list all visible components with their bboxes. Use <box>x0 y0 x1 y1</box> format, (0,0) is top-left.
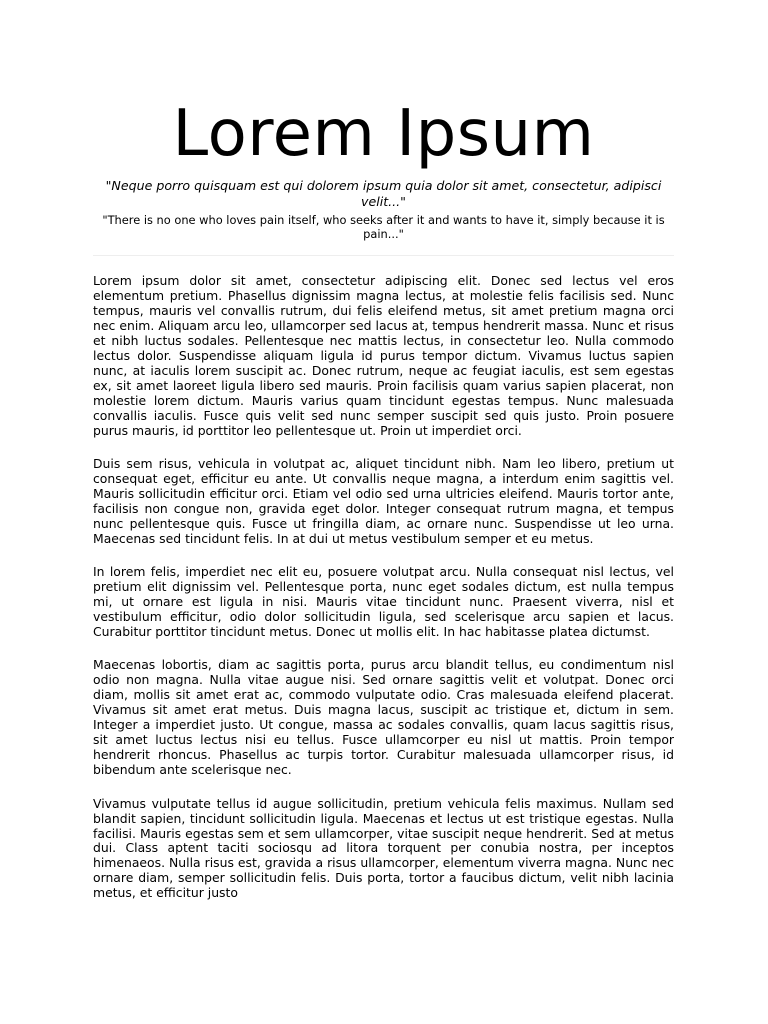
latin-quote: "Neque porro quisquam est qui dolorem ipsum quia dolor sit amet, consectetur, adipisci velit..." <box>105 178 662 209</box>
document-page <box>93 96 674 920</box>
paragraph-5: Vivamus vulputate tellus id augue sollicitudin, pretium vehicula felis maximus. Nullam sed blandit sapien, tincidunt sollicitudin ligula. Maecenas et lectus ut est tristique egestas. Nulla facilisi. Mauris egestas sem et sem ullamcorper, vitae suscipit neque hendrerit. Sed at metus dui. Class aptent taciti sociosqu ad litora torquent per conubia nostra, per inceptos himenaeos. Nulla risus est, gravida a risus ullamcorper, elementum viverra magna. Nunc nec ornare diam, semper sollicitudin felis. Duis porta, tortor a faucibus dictum, velit nibh lacinia metus, et efficitur justo <box>93 795 674 901</box>
body-text <box>93 274 674 901</box>
paragraph-1: Lorem ipsum dolor sit amet, consectetur adipiscing elit. Donec sed lectus vel eros elementum pretium. Phasellus dignissim magna lectus, at molestie felis facilisis sed. Nunc tempus, mauris vel convallis rutrum, dui felis eleifend metus, sit amet pretium magna orci nec enim. Aliquam arcu leo, ullamcorper sed lacus at, tempus hendrerit massa. Nunc et risus et nibh luctus sodales. Pellentesque nec mattis lectus, in consectetur leo. Nulla commodo lectus dolor. Suspendisse aliquam ligula id purus tempor dictum. Vivamus luctus sapien nunc, at iaculis lorem suscipit ac. Donec rutrum, neque ac feugiat iaculis, est sem egestas ex, sit amet laoreet ligula libero sed mauris. Proin facilisis quam varius sapien placerat, non molestie lorem dictum. Mauris varius quam tincidunt egestas tempus. Nunc malesuada convallis iaculis. Fusce quis velit sed nunc semper suscipit sed quis justo. Proin posuere purus mauris, id porttitor leo pellentesque ut. Proin ut imperdiet orci. <box>93 273 674 438</box>
paragraph-3: In lorem felis, imperdiet nec elit eu, posuere volutpat arcu. Nulla consequat nisl lectus, vel pretium elit dignissim vel. Pellentesque porta, nunc eget sodales dictum, est nulla tempus mi, ut ornare est ligula in nisi. Mauris vitae tincidunt nunc. Praesent viverra, nisl et vestibulum efficitur, odio dolor sollicitudin ligula, sed scelerisque arcu sapien et lacus. Curabitur porttitor tincidunt metus. Donec ut mollis elit. In hac habitasse platea dictumst. <box>93 564 674 640</box>
english-quote: "There is no one who loves pain itself, who seeks after it and wants to have it, simply because it is pain..." <box>102 213 665 241</box>
paragraph-4: Maecenas lobortis, diam ac sagittis porta, purus arcu blandit tellus, eu condimentum nisl odio non magna. Nulla vitae augue nisi. Sed ornare sagittis velit et volutpat. Donec orci diam, mollis sit amet erat ac, commodo vulputate odio. Cras malesuada eleifend placerat. Vivamus sit amet erat metus. Duis magna lacus, suscipit ac tristique et, dictum in sem. Integer a imperdiet justo. Ut congue, massa ac sodales convallis, quam lacus sagittis risus, sit amet luctus lectus nisi eu tellus. Fusce ullamcorper eu nisl ut mattis. Proin tempor hendrerit rhoncus. Phasellus ac turpis tortor. Curabitur malesuada ullamcorper risus, id bibendum ante scelerisque nec. <box>93 657 674 778</box>
header-divider <box>93 255 674 256</box>
document-title: Lorem Ipsum <box>172 97 595 171</box>
paragraph-2: Duis sem risus, vehicula in volutpat ac, aliquet tincidunt nibh. Nam leo libero, pretium ut consequat eget, efficitur eu ante. Ut convallis neque magna, a interdum enim sagittis vel. Mauris sollicitudin efficitur orci. Etiam vel odio sed urna ultricies eleifend. Mauris tortor ante, facilisis non congue non, gravida eget dolor. Integer consequat rutrum magna, et tempus nunc pellentesque quis. Fusce ut fringilla diam, ac ornare nunc. Suspendisse ut leo urna. Maecenas sed tincidunt felis. In at dui ut metus vestibulum semper et eu metus. <box>93 455 674 546</box>
